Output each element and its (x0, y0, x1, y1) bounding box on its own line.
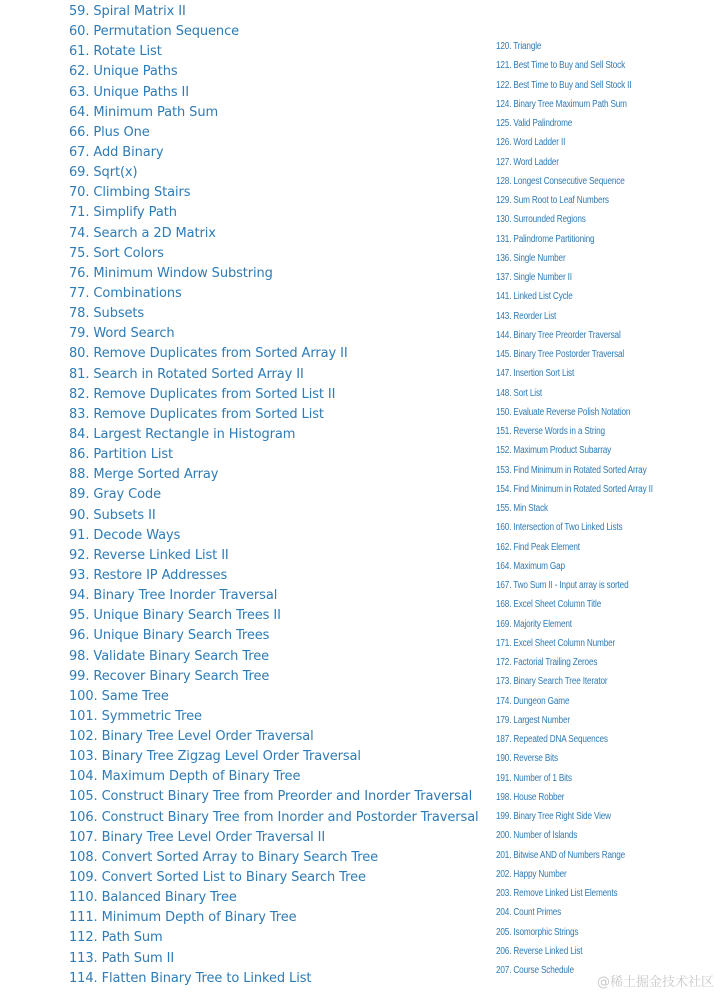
problem-link[interactable]: 124. Binary Tree Maximum Path Sum (496, 98, 627, 110)
problem-link[interactable]: 172. Factorial Trailing Zeroes (496, 657, 598, 668)
problem-link[interactable]: 164. Maximum Gap (496, 560, 565, 572)
problem-link[interactable]: 81. Search in Rotated Sorted Array II (69, 366, 304, 382)
problem-link[interactable]: 104. Maximum Depth of Binary Tree (69, 769, 301, 785)
problem-link[interactable]: 105. Construct Binary Tree from Preorder and Inorder Traversal (69, 789, 473, 805)
problem-link[interactable]: 83. Remove Duplicates from Sorted List (69, 406, 324, 422)
problem-link[interactable]: 191. Number of 1 Bits (496, 772, 572, 784)
problem-link[interactable]: 207. Course Schedule (496, 965, 574, 976)
problem-link[interactable]: 75. Sort Colors (69, 245, 164, 261)
problem-link[interactable]: 102. Binary Tree Level Order Traversal (69, 729, 314, 745)
problem-link[interactable]: 120. Triangle (496, 41, 542, 52)
problem-link[interactable]: 98. Validate Binary Search Tree (69, 648, 270, 664)
problem-link[interactable]: 169. Majority Element (496, 618, 572, 630)
problem-link[interactable]: 70. Climbing Stairs (69, 185, 191, 201)
problem-link[interactable]: 167. Two Sum II - Input array is sorted (496, 580, 629, 591)
problem-link[interactable]: 94. Binary Tree Inorder Traversal (69, 588, 278, 604)
watermark: @稀土掘金技术社区 (596, 975, 714, 990)
problem-link[interactable]: 88. Merge Sorted Array (69, 467, 219, 483)
problem-link[interactable]: 62. Unique Paths (69, 64, 178, 80)
problem-link[interactable]: 71. Simplify Path (69, 205, 177, 221)
problem-link[interactable]: 60. Permutation Sequence (69, 24, 240, 40)
problem-link[interactable]: 198. House Robber (496, 791, 565, 803)
problem-link[interactable]: 201. Bitwise AND of Numbers Range (496, 849, 626, 861)
problem-link[interactable]: 153. Find Minimum in Rotated Sorted Array (496, 464, 647, 476)
problem-link[interactable]: 147. Insertion Sort List (496, 368, 575, 380)
problem-link[interactable]: 80. Remove Duplicates from Sorted Array II (69, 346, 348, 362)
problem-link[interactable]: 199. Binary Tree Right Side View (496, 811, 611, 822)
problem-link[interactable]: 160. Intersection of Two Linked Lists (496, 522, 623, 534)
problem-link[interactable]: 109. Convert Sorted List to Binary Search Tree (69, 870, 366, 886)
problem-link[interactable]: 107. Binary Tree Level Order Traversal II (69, 829, 326, 845)
problem-link[interactable]: 203. Remove Linked List Elements (496, 888, 618, 899)
problem-link[interactable]: 59. Spiral Matrix II (69, 4, 186, 19)
problem-link[interactable]: 103. Binary Tree Zigzag Level Order Traversal (69, 749, 361, 765)
problem-list-left (69, 2, 479, 989)
problem-link[interactable]: 162. Find Peak Element (496, 541, 580, 553)
problem-link[interactable]: 130. Surrounded Regions (496, 214, 586, 226)
problem-link[interactable]: 154. Find Minimum in Rotated Sorted Array II (496, 483, 653, 495)
problem-link[interactable]: 148. Sort List (496, 387, 543, 399)
problem-link[interactable]: 131. Palindrome Partitioning (496, 233, 595, 245)
problem-link[interactable]: 101. Symmetric Tree (69, 708, 202, 724)
problem-link[interactable]: 137. Single Number II (496, 272, 572, 283)
problem-link[interactable]: 150. Evaluate Reverse Polish Notation (496, 406, 631, 418)
problem-link[interactable]: 136. Single Number (496, 252, 566, 264)
problem-link[interactable]: 190. Reverse Bits (496, 753, 558, 765)
problem-link[interactable]: 76. Minimum Window Substring (69, 265, 273, 281)
problem-link[interactable]: 106. Construct Binary Tree from Inorder and Postorder Traversal (69, 809, 479, 825)
problem-link[interactable]: 128. Longest Consecutive Sequence (496, 175, 625, 187)
problem-link[interactable]: 168. Excel Sheet Column Title (496, 599, 602, 611)
problem-link[interactable]: 127. Word Ladder (496, 156, 559, 168)
problem-list-right (496, 37, 718, 980)
problem-link[interactable]: 125. Valid Palindrome (496, 118, 573, 129)
problem-link[interactable]: 64. Minimum Path Sum (69, 104, 219, 120)
problem-link[interactable]: 99. Recover Binary Search Tree (69, 668, 270, 684)
problem-link[interactable]: 145. Binary Tree Postorder Traversal (496, 349, 625, 360)
problem-link[interactable]: 200. Number of Islands (496, 830, 578, 842)
problem-link[interactable]: 69. Sqrt(x) (69, 165, 138, 181)
problem-link[interactable]: 108. Convert Sorted Array to Binary Search Tree (69, 849, 379, 865)
problem-link[interactable]: 173. Binary Search Tree Iterator (496, 676, 608, 688)
problem-link[interactable]: 155. Min Stack (496, 503, 548, 514)
problem-link[interactable]: 111. Minimum Depth of Binary Tree (69, 910, 297, 926)
problem-link[interactable]: 79. Word Search (69, 326, 175, 342)
problem-link[interactable]: 93. Restore IP Addresses (69, 567, 228, 583)
problem-link[interactable]: 204. Count Primes (496, 907, 562, 919)
problem-link[interactable]: 63. Unique Paths II (69, 84, 190, 100)
problem-link[interactable]: 100. Same Tree (69, 688, 169, 704)
problem-link[interactable]: 141. Linked List Cycle (496, 291, 573, 303)
problem-link[interactable]: 74. Search a 2D Matrix (69, 225, 216, 241)
problem-link[interactable]: 206. Reverse Linked List (496, 945, 583, 957)
problem-link[interactable]: 187. Repeated DNA Sequences (496, 734, 608, 745)
problem-link[interactable]: 202. Happy Number (496, 868, 567, 880)
problem-link[interactable]: 77. Combinations (69, 285, 182, 301)
problem-link[interactable]: 129. Sum Root to Leaf Numbers (496, 195, 609, 206)
problem-link[interactable]: 144. Binary Tree Preorder Traversal (496, 329, 621, 341)
problem-link[interactable]: 78. Subsets (69, 306, 145, 322)
problem-link[interactable]: 82. Remove Duplicates from Sorted List II (69, 386, 336, 402)
problem-link[interactable]: 151. Reverse Words in a String (496, 426, 605, 437)
problem-link[interactable]: 95. Unique Binary Search Trees II (69, 608, 281, 624)
problem-link[interactable]: 113. Path Sum II (69, 950, 175, 966)
problem-link[interactable]: 126. Word Ladder II (496, 137, 566, 149)
problem-link[interactable]: 89. Gray Code (69, 487, 161, 503)
problem-link[interactable]: 92. Reverse Linked List II (69, 547, 229, 563)
problem-link[interactable]: 66. Plus One (69, 124, 150, 140)
problem-link[interactable]: 90. Subsets II (69, 507, 156, 523)
problem-link[interactable]: 84. Largest Rectangle in Histogram (69, 426, 296, 442)
problem-link[interactable]: 121. Best Time to Buy and Sell Stock (496, 60, 626, 72)
problem-link[interactable]: 112. Path Sum (69, 930, 163, 946)
problem-link[interactable]: 86. Partition List (69, 447, 174, 463)
problem-link[interactable]: 152. Maximum Product Subarray (496, 445, 612, 457)
problem-link[interactable]: 67. Add Binary (69, 144, 164, 160)
problem-link[interactable]: 91. Decode Ways (69, 527, 181, 543)
problem-link[interactable]: 114. Flatten Binary Tree to Linked List (69, 970, 312, 986)
problem-link[interactable]: 110. Balanced Binary Tree (69, 890, 237, 906)
problem-link[interactable]: 122. Best Time to Buy and Sell Stock II (496, 79, 632, 91)
problem-link[interactable]: 143. Reorder List (496, 310, 557, 322)
problem-link[interactable]: 174. Dungeon Game (496, 695, 570, 707)
problem-link[interactable]: 61. Rotate List (69, 44, 162, 60)
problem-link[interactable]: 96. Unique Binary Search Trees (69, 628, 270, 644)
problem-link[interactable]: 179. Largest Number (496, 714, 570, 726)
problem-link[interactable]: 171. Excel Sheet Column Number (496, 637, 616, 649)
problem-link[interactable]: 205. Isomorphic Strings (496, 926, 579, 938)
